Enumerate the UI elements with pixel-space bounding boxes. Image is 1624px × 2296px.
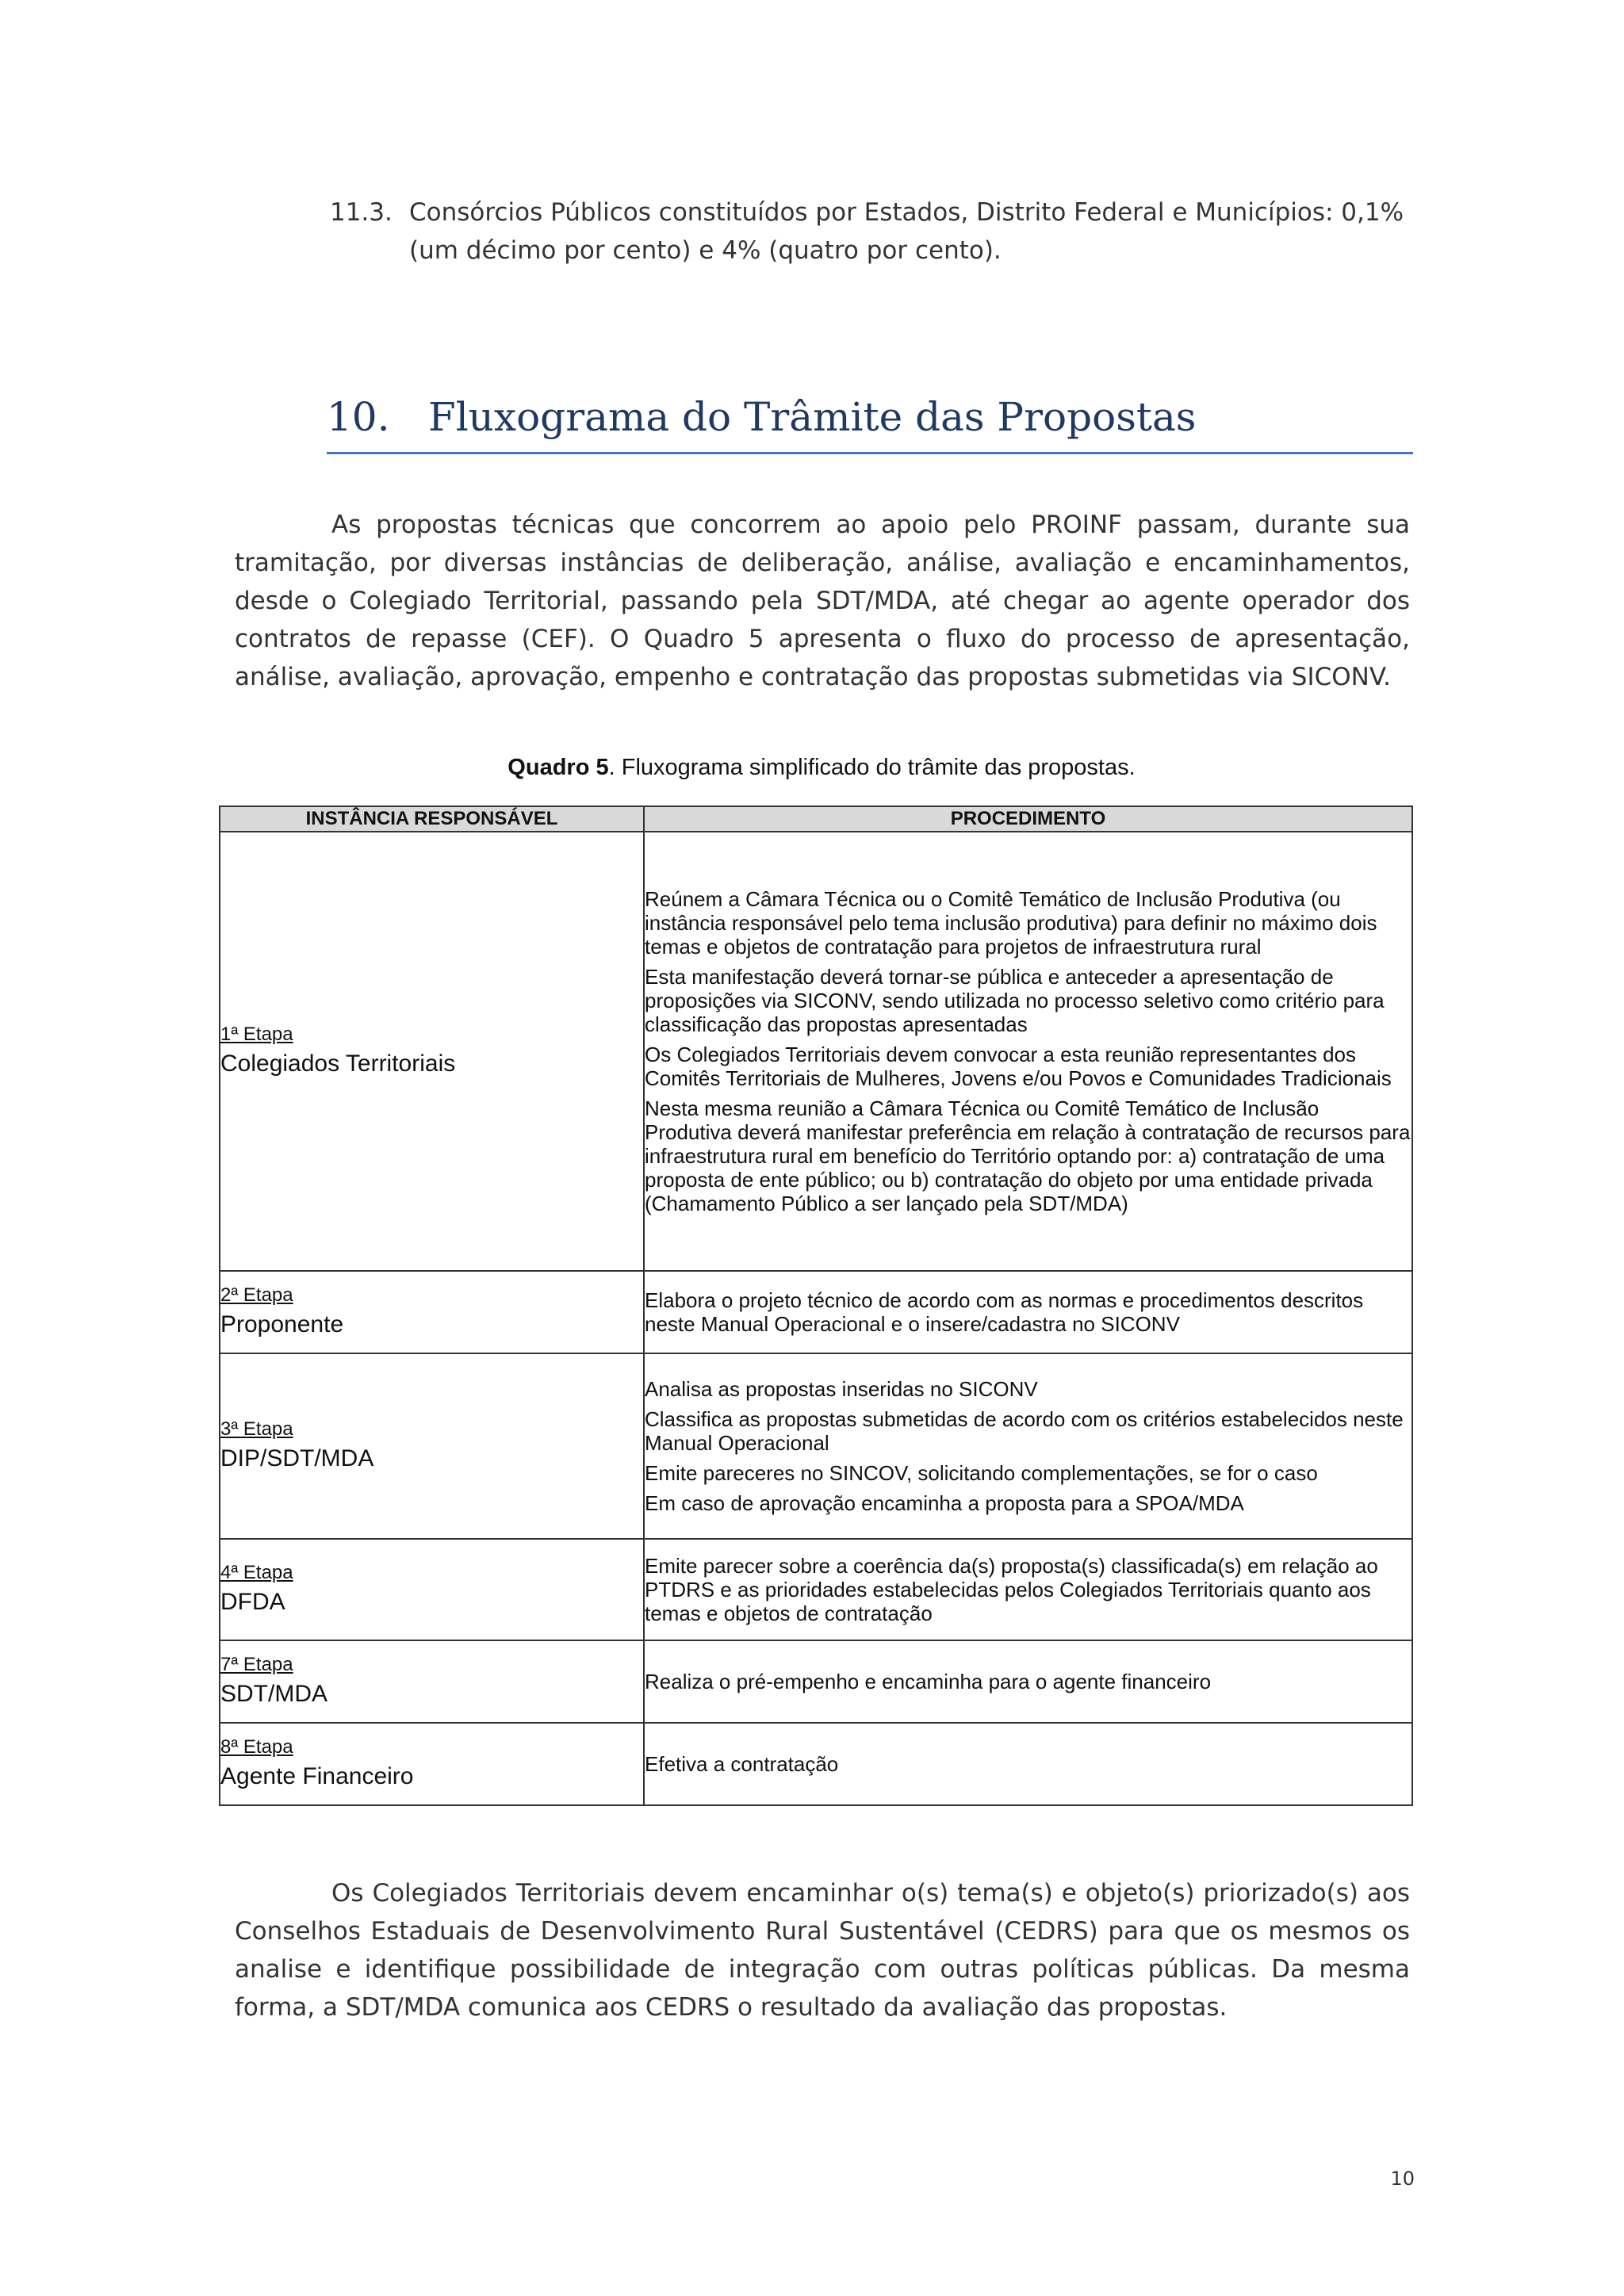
section-number: 10. [327, 394, 390, 440]
procedure-cell [644, 832, 1412, 1271]
stage-instance: Agente Financeiro [220, 1763, 414, 1789]
stage-label: 3ª Etapa [220, 1418, 293, 1440]
stage-label: 2ª Etapa [220, 1284, 293, 1306]
stage-instance: DIP/SDT/MDA [220, 1445, 374, 1471]
procedure-cell [644, 1723, 1412, 1805]
page-number: 10 [1390, 2168, 1415, 2190]
stage-instance: Proponente [220, 1311, 344, 1337]
procedure-cell [644, 1271, 1412, 1353]
procedure-item: Classifica as propostas submetidas de acordo com os critérios estabelecidos neste Manual Operacional [645, 1407, 1404, 1455]
procedure-item: Emite pareceres no SINCOV, solicitando complementações, se for o caso [645, 1461, 1318, 1485]
stage-cell [220, 1271, 644, 1353]
procedure-cell [644, 1539, 1412, 1640]
procedure-item: Os Colegiados Territoriais devem convocar a esta reunião representantes dos Comitês Territoriais de Mulheres, Jovens e/ou Povos e Comunidades Tradicionais [645, 1043, 1392, 1090]
procedure-item: Esta manifestação deverá tornar-se pública e anteceder a apresentação de proposições via SICONV, sendo utilizada no processo seletivo como critério para classificação das propostas apresentadas [645, 965, 1385, 1036]
stage-cell [220, 1353, 644, 1539]
table-header-row [220, 806, 1412, 832]
procedure-item: Realiza o pré-empenho e encaminha para o agente financeiro [645, 1670, 1212, 1693]
procedure-item: Elabora o projeto técnico de acordo com as normas e procedimentos descritos neste Manual Operacional e o insere/cadastra no SICONV [645, 1288, 1364, 1336]
table-row [220, 1539, 1412, 1640]
procedure-item: Analisa as propostas inseridas no SICONV [645, 1377, 1038, 1401]
section-heading [327, 390, 1413, 454]
stage-cell [220, 1640, 644, 1723]
list-item-number: 11.3. [330, 198, 393, 227]
stage-cell [220, 1539, 644, 1640]
stage-label: 1ª Etapa [220, 1024, 293, 1045]
stage-cell [220, 1723, 644, 1805]
caption-label: Quadro 5 [508, 755, 609, 780]
stage-label: 7ª Etapa [220, 1654, 293, 1675]
intro-paragraph: As propostas técnicas que concorrem ao apoio pelo PROINF passam, durante sua tramitação, por diversas instâncias de deliberação, análise, avaliação e encaminhamentos, desde o Colegiado Territorial, passando pela SDT/MDA, até chegar ao agente operador dos contratos de repasse (CEF). O Quadro 5 apresenta o fluxo do processo de apresentação, análise, avaliação, aprovação, empenho e contratação das propostas submetidas via SICONV. [235, 511, 1410, 691]
list-item-text: Consórcios Públicos constituídos por Estados, Distrito Federal e Municípios: 0,1% (um décimo por cento) e 4% (quatro por cento). [409, 198, 1404, 265]
stage-instance: SDT/MDA [220, 1681, 327, 1707]
procedure-cell [644, 1640, 1412, 1723]
flowchart-table [219, 806, 1413, 1806]
stage-label: 4ª Etapa [220, 1562, 293, 1583]
header-instance: INSTÂNCIA RESPONSÁVEL [220, 806, 644, 832]
procedure-item: Reúnem a Câmara Técnica ou o Comitê Temático de Inclusão Produtiva (ou instância responsável pelo tema inclusão produtiva) para definir no máximo dois temas e objetos de contratação para projetos de infraestrutura rural [645, 887, 1377, 959]
procedure-item: Nesta mesma reunião a Câmara Técnica ou Comitê Temático de Inclusão Produtiva deverá manifestar preferência em relação à contratação de recursos para infraestrutura rural em benefício do Território optando por: a) contratação de uma proposta de ente público; ou b) contratação do objeto por uma entidade privada (Chamamento Público a ser lançado pela SDT/MDA) [645, 1096, 1411, 1215]
stage-instance: Colegiados Territoriais [220, 1050, 456, 1077]
caption-text: . Fluxograma simplificado do trâmite das propostas. [608, 755, 1136, 780]
table-row [220, 1271, 1412, 1353]
list-item-11-3 [330, 193, 1408, 270]
section-title: Fluxograma do Trâmite das Propostas [428, 394, 1197, 440]
procedure-item: Emite parecer sobre a coerência da(s) proposta(s) classificada(s) em relação ao PTDRS e as prioridades estabelecidas pelos Colegiados Territoriais quanto aos temas e objetos de contratação [645, 1554, 1378, 1625]
procedure-item: Efetiva a contratação [645, 1752, 839, 1776]
table-row [220, 832, 1412, 1271]
procedure-cell [644, 1353, 1412, 1539]
procedure-item: Em caso de aprovação encaminha a proposta para a SPOA/MDA [645, 1491, 1244, 1515]
stage-cell [220, 832, 644, 1271]
stage-label: 8ª Etapa [220, 1736, 293, 1758]
table-caption [235, 755, 1408, 781]
closing-paragraph: Os Colegiados Territoriais devem encaminhar o(s) tema(s) e objeto(s) priorizado(s) aos Conselhos Estaduais de Desenvolvimento Rural Sustentável (CEDRS) para que os mesmos os analise e identifique possibilidade de integração com outras políticas públicas. Da mesma forma, a SDT/MDA comunica aos CEDRS o resultado da avaliação das propostas. [235, 1879, 1410, 2022]
stage-instance: DFDA [220, 1589, 285, 1615]
table-row [220, 1723, 1412, 1805]
table-row [220, 1640, 1412, 1723]
table-row [220, 1353, 1412, 1539]
header-procedure: PROCEDIMENTO [644, 806, 1412, 832]
